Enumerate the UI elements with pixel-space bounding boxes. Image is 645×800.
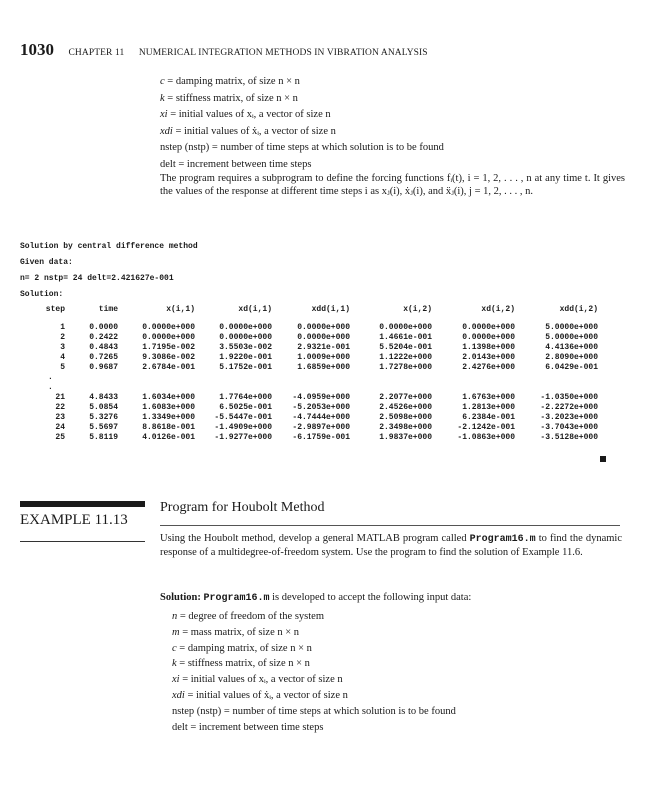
table-cell: 0.0000e+000 — [219, 323, 272, 332]
def-item: n = degree of freedom of the system — [172, 611, 324, 622]
table-cell: -3.5128e+000 — [540, 433, 598, 442]
table-cell: 24 — [55, 423, 65, 432]
example-problem-paragraph: Using the Houbolt method, develop a general MATLAB program called Program16.m to find the dynamic response of a multidegree-of-freedom system. Use the program to find the solution of Example 11.6. — [160, 533, 622, 558]
table-cell: -5.5447e-001 — [214, 413, 272, 422]
output-solution-label: Solution: — [20, 290, 64, 299]
table-cell: 0.0000e+000 — [462, 323, 515, 332]
table-cell: 0.4843 — [89, 343, 118, 352]
table-cell: 1.9837e+000 — [379, 433, 432, 442]
table-cell: 2.0143e+000 — [462, 353, 515, 362]
table-cell: 3 — [60, 343, 65, 352]
table-cell: 21 — [55, 393, 65, 402]
table-cell: -3.7043e+000 — [540, 423, 598, 432]
table-cell: 4 — [60, 353, 65, 362]
table-cell: 1.7278e+000 — [379, 363, 432, 372]
example-title-rule — [160, 525, 620, 526]
def-item: c = damping matrix, of size n × n — [172, 642, 312, 654]
table-row — [20, 323, 598, 333]
table-cell: 2.9321e-001 — [297, 343, 350, 352]
ellipsis: . — [48, 383, 53, 392]
column-header: xd(i,1) — [238, 305, 272, 314]
column-header: xdd(i,2) — [559, 305, 598, 314]
table-cell: 2.6784e-001 — [142, 363, 195, 372]
def-item: delt = increment between time steps — [172, 721, 324, 733]
table-cell: -5.2053e+000 — [292, 403, 350, 412]
example-label-rule — [20, 541, 145, 542]
table-cell: -4.7444e+000 — [292, 413, 350, 422]
table-cell: 4.0126e-001 — [142, 433, 195, 442]
chapter-title: NUMERICAL INTEGRATION METHODS IN VIBRATION ANALYSIS — [138, 48, 428, 58]
def-item: xi = initial values of xᵢ, a vector of size n — [160, 109, 331, 120]
table-cell: -6.1759e-001 — [292, 433, 350, 442]
table-cell: 4.8433 — [89, 393, 118, 402]
ellipsis: . — [48, 373, 53, 382]
table-cell: 5.5697 — [89, 423, 118, 432]
table-cell: 2.4276e+000 — [462, 363, 515, 372]
table-row — [20, 333, 598, 343]
table-cell: 1.6034e+000 — [142, 393, 195, 402]
table-cell: -4.0959e+000 — [292, 393, 350, 402]
column-header: step — [45, 305, 65, 314]
table-cell: 1.3349e+000 — [142, 413, 195, 422]
table-cell: -2.2272e+000 — [540, 403, 598, 412]
table-cell: 1.7764e+000 — [219, 393, 272, 402]
table-row — [20, 403, 598, 413]
program-name: Program16.m — [203, 593, 270, 604]
def-item: delt = increment between time steps — [160, 158, 312, 170]
column-header: xdd(i,1) — [311, 305, 350, 314]
def-item: xdi = initial values of ẋᵢ, a vector of size n — [160, 125, 336, 137]
table-cell: 1.1398e+000 — [462, 343, 515, 352]
ellipsis-row — [20, 383, 598, 393]
table-cell: 1.4661e-001 — [379, 333, 432, 342]
table-cell: 3.5503e-002 — [219, 343, 272, 352]
results-table — [20, 305, 598, 443]
table-cell: 6.0429e-001 — [545, 363, 598, 372]
running-header — [20, 40, 428, 60]
table-row — [20, 423, 598, 433]
table-cell: 1.0009e+000 — [297, 353, 350, 362]
solution-intro: Solution: Program16.m is developed to accept the following input data: — [160, 592, 472, 604]
table-cell: 1.1222e+000 — [379, 353, 432, 362]
table-cell: 0.0000e+000 — [297, 323, 350, 332]
table-cell: 2 — [60, 333, 65, 342]
column-header: time — [98, 305, 118, 314]
table-header-row — [20, 305, 598, 323]
program-name: Program16.m — [469, 534, 536, 545]
def-item: c = damping matrix, of size n × n — [160, 76, 300, 87]
def-item: k = stiffness matrix, of size n × n — [160, 92, 298, 104]
table-cell: 5.0000e+000 — [545, 323, 598, 332]
table-cell: 23 — [55, 413, 65, 422]
table-cell: 0.0000e+000 — [142, 333, 195, 342]
description-paragraph: The program requires a subprogram to define the forcing functions fᵢ(t), i = 1, 2, . . . , n at any time t. It gives the values of the response at different time steps i as xⱼ(i), ẋⱼ(i), and ẍⱼ(i), j = 1, 2, . . . , n. — [160, 173, 625, 197]
table-cell: 0.0000e+000 — [297, 333, 350, 342]
column-header: x(i,1) — [166, 305, 195, 314]
table-cell: -3.2023e+000 — [540, 413, 598, 422]
table-cell: -1.9277e+000 — [214, 433, 272, 442]
table-cell: 5 — [60, 363, 65, 372]
table-cell: 2.2077e+000 — [379, 393, 432, 402]
table-cell: 2.4526e+000 — [379, 403, 432, 412]
table-cell: 0.9687 — [89, 363, 118, 372]
table-cell: -1.0863e+000 — [457, 433, 515, 442]
table-cell: 1.6083e+000 — [142, 403, 195, 412]
ellipsis-row — [20, 373, 598, 383]
example-title: Program for Houbolt Method — [160, 500, 325, 515]
table-cell: 5.0000e+000 — [545, 333, 598, 342]
page-number: 1030 — [20, 40, 54, 59]
table-row — [20, 343, 598, 353]
table-cell: 9.3086e-002 — [142, 353, 195, 362]
table-cell: 6.2384e-001 — [462, 413, 515, 422]
table-cell: 5.0854 — [89, 403, 118, 412]
table-row — [20, 413, 598, 423]
table-cell: 1.6763e+000 — [462, 393, 515, 402]
table-row — [20, 393, 598, 403]
def-item: m = mass matrix, of size n × n — [172, 626, 300, 638]
table-cell: 2.3498e+000 — [379, 423, 432, 432]
table-cell: 5.5204e-001 — [379, 343, 432, 352]
table-cell: 6.5025e-001 — [219, 403, 272, 412]
table-cell: 0.0000 — [89, 323, 118, 332]
table-cell: 2.5098e+000 — [379, 413, 432, 422]
table-row — [20, 353, 598, 363]
def-item: xdi = initial values of ẋᵢ, a vector of size n — [172, 689, 348, 701]
table-cell: 4.4136e+000 — [545, 343, 598, 352]
example-label: EXAMPLE 11.13 — [20, 512, 128, 528]
example-bar — [20, 501, 145, 507]
table-cell: 5.3276 — [89, 413, 118, 422]
table-row — [20, 363, 598, 373]
table-cell: -2.1242e-001 — [457, 423, 515, 432]
column-header: x(i,2) — [403, 305, 432, 314]
table-cell: 2.8090e+000 — [545, 353, 598, 362]
def-item: nstep (nstp) = number of time steps at which solution is to be found — [172, 705, 456, 717]
def-item: xi = initial values of xᵢ, a vector of size n — [172, 674, 343, 686]
output-given-data: Given data: — [20, 258, 73, 267]
table-row — [20, 433, 598, 443]
table-cell: 25 — [55, 433, 65, 442]
table-cell: 22 — [55, 403, 65, 412]
table-cell: 0.0000e+000 — [142, 323, 195, 332]
table-cell: -1.0350e+000 — [540, 393, 598, 402]
input-definition-list — [172, 609, 456, 735]
def-item: nstep (nstp) = number of time steps at which solution is to be found — [160, 142, 444, 153]
table-cell: 1.9220e-001 — [219, 353, 272, 362]
top-definition-list — [160, 74, 444, 173]
output-title: Solution by central difference method — [20, 242, 198, 251]
table-cell: 1.7195e-002 — [142, 343, 195, 352]
table-cell: 0.0000e+000 — [379, 323, 432, 332]
column-header: xd(i,2) — [481, 305, 515, 314]
table-cell: -2.9897e+000 — [292, 423, 350, 432]
table-cell: 0.0000e+000 — [462, 333, 515, 342]
chapter-label: CHAPTER 11 — [68, 48, 125, 58]
table-cell: 0.0000e+000 — [219, 333, 272, 342]
table-cell: 5.1752e-001 — [219, 363, 272, 372]
table-cell: -1.4909e+000 — [214, 423, 272, 432]
table-cell: 5.8119 — [89, 433, 118, 442]
table-cell: 0.2422 — [89, 333, 118, 342]
table-cell: 0.7265 — [89, 353, 118, 362]
table-cell: 1 — [60, 323, 65, 332]
end-of-example-square-icon — [600, 456, 606, 462]
output-parameters: n= 2 nstp= 24 delt=2.421627e-001 — [20, 274, 174, 283]
table-cell: 1.6859e+000 — [297, 363, 350, 372]
table-cell: 8.8618e-001 — [142, 423, 195, 432]
table-cell: 1.2813e+000 — [462, 403, 515, 412]
def-item: k = stiffness matrix, of size n × n — [172, 658, 310, 670]
